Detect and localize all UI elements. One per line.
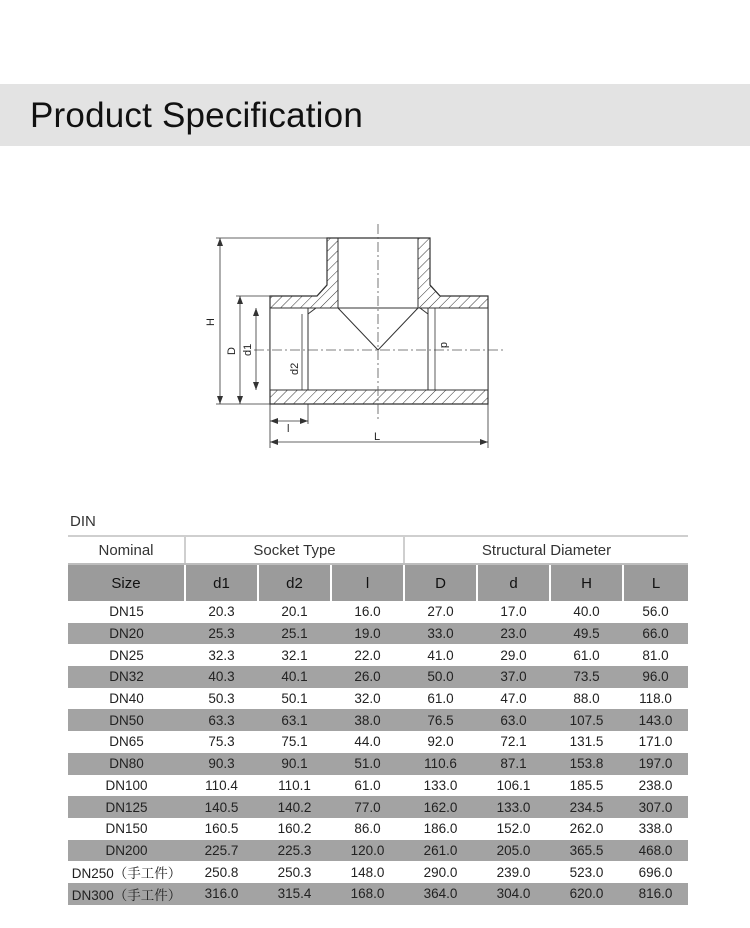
table-cell: 110.1 xyxy=(278,777,311,793)
table-cell: DN50 xyxy=(68,709,185,731)
col-H: H xyxy=(550,564,623,601)
wall-bottom xyxy=(270,390,488,404)
table-cell: 76.5 xyxy=(404,709,477,731)
tee-fitting-diagram xyxy=(190,210,530,470)
table-cell: 81.0 xyxy=(642,647,669,663)
table-cell: 171.0 xyxy=(638,734,673,750)
wall-top-left xyxy=(270,238,338,308)
table-cell: 90.1 xyxy=(258,753,331,775)
table-cell: 25.3 xyxy=(185,623,258,645)
table-cell: DN40 xyxy=(109,691,144,707)
table-caption: DIN xyxy=(70,513,96,530)
table-cell: 37.0 xyxy=(477,666,550,688)
table-cell: 120.0 xyxy=(331,840,404,862)
col-D: D xyxy=(404,564,477,601)
table-cell: 160.2 xyxy=(277,821,312,837)
table-cell: 168.0 xyxy=(331,883,404,905)
table-cell: 23.0 xyxy=(477,623,550,645)
table-cell: 75.3 xyxy=(208,734,235,750)
table-cell: 338.0 xyxy=(638,821,673,837)
table-cell: 22.0 xyxy=(354,647,381,663)
table-cell: 131.5 xyxy=(569,734,604,750)
table-cell: 261.0 xyxy=(404,840,477,862)
table-cell: 133.0 xyxy=(477,796,550,818)
table-cell: 160.5 xyxy=(204,821,239,837)
table-cell: 143.0 xyxy=(623,709,688,731)
table-cell: 20.3 xyxy=(208,604,235,620)
table-cell: 63.3 xyxy=(185,709,258,731)
table-cell: 32.3 xyxy=(208,647,235,663)
table-cell: 50.1 xyxy=(281,691,308,707)
column-header-row xyxy=(68,564,688,601)
table-cell: 16.0 xyxy=(354,604,381,620)
table-row xyxy=(68,688,688,710)
table-cell: DN150 xyxy=(105,821,148,837)
table-cell: 153.8 xyxy=(550,753,623,775)
table-cell: 50.0 xyxy=(404,666,477,688)
wall-top-right xyxy=(418,238,488,308)
table-cell: DN300（手工件） xyxy=(68,883,185,905)
label-H: H xyxy=(205,318,217,326)
label-l: l xyxy=(287,423,290,435)
table-cell: 33.0 xyxy=(404,623,477,645)
col-d: d xyxy=(477,564,550,601)
table-cell: DN20 xyxy=(68,623,185,645)
table-row xyxy=(68,731,688,753)
table-cell: 110.4 xyxy=(205,777,238,793)
table-cell: 523.0 xyxy=(569,864,604,880)
table-cell: 66.0 xyxy=(623,623,688,645)
table-cell: 468.0 xyxy=(623,840,688,862)
table-row xyxy=(68,775,688,797)
table-cell: 238.0 xyxy=(638,777,673,793)
table-cell: 49.5 xyxy=(550,623,623,645)
table-cell: 87.1 xyxy=(477,753,550,775)
table-cell: 133.0 xyxy=(423,777,458,793)
table-cell: 63.0 xyxy=(477,709,550,731)
table-cell: 29.0 xyxy=(500,647,527,663)
table-cell: 239.0 xyxy=(496,864,531,880)
table-cell: 316.0 xyxy=(185,883,258,905)
table-cell: 185.5 xyxy=(569,777,604,793)
table-body xyxy=(68,601,688,905)
table-cell: 88.0 xyxy=(573,691,600,707)
table-cell: 365.5 xyxy=(550,840,623,862)
table-cell: 152.0 xyxy=(496,821,531,837)
table-cell: 61.0 xyxy=(427,691,454,707)
table-cell: 140.5 xyxy=(185,796,258,818)
table-cell: 205.0 xyxy=(477,840,550,862)
table-row xyxy=(68,796,688,818)
table-cell: 250.3 xyxy=(277,864,312,880)
col-d1: d1 xyxy=(185,564,258,601)
spec-table xyxy=(68,535,688,905)
col-L: L xyxy=(623,564,688,601)
table-cell: 40.1 xyxy=(258,666,331,688)
table-cell: 72.1 xyxy=(500,734,527,750)
table-row xyxy=(68,623,688,645)
table-cell: DN125 xyxy=(68,796,185,818)
page-title: Product Specification xyxy=(30,96,363,135)
table-cell: 40.0 xyxy=(573,604,600,620)
table-row xyxy=(68,818,688,840)
table-cell: 86.0 xyxy=(354,821,381,837)
table-cell: DN15 xyxy=(109,604,144,620)
table-cell: 250.8 xyxy=(204,864,239,880)
table-cell: 17.0 xyxy=(500,604,527,620)
group-header-row xyxy=(68,536,688,564)
table-row xyxy=(68,840,688,862)
table-cell: 364.0 xyxy=(404,883,477,905)
table-cell: 304.0 xyxy=(477,883,550,905)
table-cell: 63.1 xyxy=(258,709,331,731)
table-cell: 118.0 xyxy=(639,691,672,707)
table-cell: 25.1 xyxy=(258,623,331,645)
table-cell: 38.0 xyxy=(331,709,404,731)
table-cell: 290.0 xyxy=(423,864,458,880)
group-structural-diameter: Structural Diameter xyxy=(404,536,688,564)
label-d1: d1 xyxy=(242,343,254,356)
table-cell: DN100 xyxy=(105,777,148,793)
label-d: d xyxy=(438,342,450,349)
table-cell: 107.5 xyxy=(550,709,623,731)
table-cell: 90.3 xyxy=(185,753,258,775)
table-cell: 307.0 xyxy=(623,796,688,818)
table-cell: 186.0 xyxy=(423,821,458,837)
table-cell: 162.0 xyxy=(404,796,477,818)
col-l: l xyxy=(331,564,404,601)
table-cell: 140.2 xyxy=(258,796,331,818)
table-cell: 197.0 xyxy=(623,753,688,775)
table-cell: 41.0 xyxy=(427,647,454,663)
table-cell: 50.3 xyxy=(208,691,235,707)
table-cell: 225.3 xyxy=(258,840,331,862)
table-cell: 148.0 xyxy=(350,864,385,880)
table-cell: 32.1 xyxy=(281,647,308,663)
table-cell: 92.0 xyxy=(427,734,454,750)
table-cell: 47.0 xyxy=(500,691,527,707)
table-cell: 96.0 xyxy=(623,666,688,688)
table-cell: 32.0 xyxy=(354,691,381,707)
table-cell: 77.0 xyxy=(331,796,404,818)
table-cell: 696.0 xyxy=(638,864,673,880)
table-cell: 56.0 xyxy=(642,604,669,620)
table-cell: 20.1 xyxy=(281,604,308,620)
group-socket-type: Socket Type xyxy=(185,536,404,564)
table-cell: 19.0 xyxy=(331,623,404,645)
table-cell: 61.0 xyxy=(354,777,381,793)
table-cell: DN25 xyxy=(109,647,144,663)
table-cell: 315.4 xyxy=(258,883,331,905)
header-banner xyxy=(0,84,750,146)
table-cell: 40.3 xyxy=(185,666,258,688)
table-cell: 106.1 xyxy=(496,777,531,793)
label-D: D xyxy=(226,347,238,355)
table-cell: 75.1 xyxy=(281,734,308,750)
table-cell: 73.5 xyxy=(550,666,623,688)
table-cell: DN250（手工件） xyxy=(71,866,182,882)
table-cell: 27.0 xyxy=(427,604,454,620)
table-row xyxy=(68,666,688,688)
table-cell: 816.0 xyxy=(623,883,688,905)
table-cell: 262.0 xyxy=(569,821,604,837)
table-row xyxy=(68,883,688,905)
col-size: Size xyxy=(68,564,185,601)
table-row xyxy=(68,601,688,623)
label-d2: d2 xyxy=(289,362,301,375)
table-cell: 61.0 xyxy=(573,647,600,663)
table-row xyxy=(68,644,688,666)
spec-table-section xyxy=(68,508,690,905)
table-cell: 26.0 xyxy=(331,666,404,688)
table-cell: 620.0 xyxy=(550,883,623,905)
table-cell: 110.6 xyxy=(404,753,477,775)
label-L: L xyxy=(374,431,381,443)
table-cell: DN32 xyxy=(68,666,185,688)
table-cell: DN65 xyxy=(109,734,144,750)
table-cell: DN200 xyxy=(68,840,185,862)
table-cell: 225.7 xyxy=(185,840,258,862)
col-d2: d2 xyxy=(258,564,331,601)
table-row xyxy=(68,753,688,775)
table-cell: 51.0 xyxy=(331,753,404,775)
table-row xyxy=(68,861,688,883)
table-cell: 44.0 xyxy=(354,734,381,750)
table-cell: DN80 xyxy=(68,753,185,775)
group-nominal: Nominal xyxy=(68,536,185,564)
table-cell: 234.5 xyxy=(550,796,623,818)
table-row xyxy=(68,709,688,731)
